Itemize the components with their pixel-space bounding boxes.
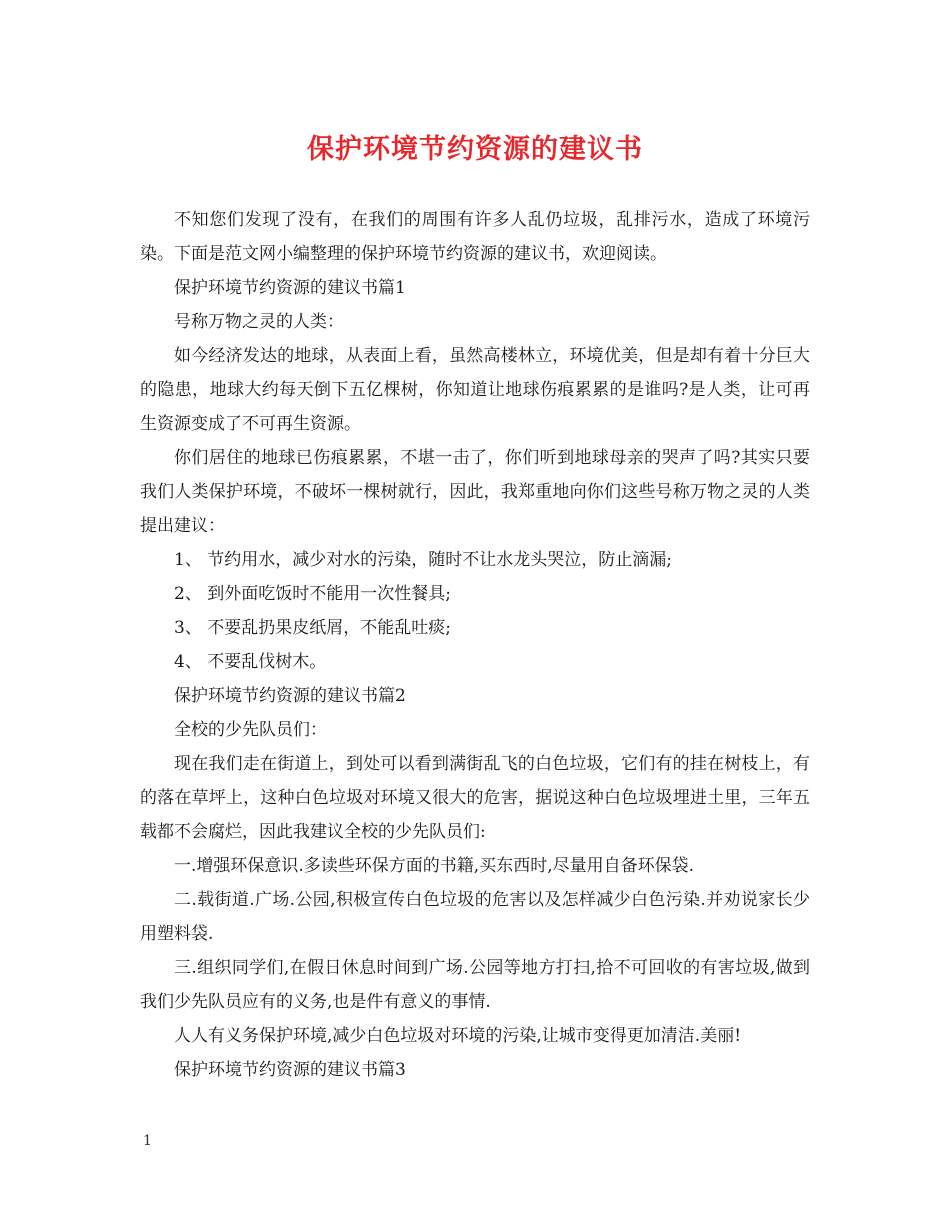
paragraph: 你们居住的地球已伤痕累累，不堪一击了，你们听到地球母亲的哭声了吗?其实只要我们人类保护环境，不破坏一棵树就行，因此，我郑重地向你们这些号称万物之灵的人类提出建议： [140, 448, 810, 536]
paragraph: 现在我们走在街道上，到处可以看到满街乱飞的白色垃圾，它们有的挂在树枝上，有的落在草坪上，这种白色垃圾对环境又很大的危害，据说这种白色垃圾埋进土里，三年五载都不会腐烂，因此我建议全校的少先队员们: [140, 754, 810, 842]
list-item: 3、 不要乱扔果皮纸屑，不能乱吐痰; [174, 618, 451, 638]
list-item: 2、 到外面吃饭时不能用一次性餐具; [174, 584, 451, 604]
section-heading-1: 保护环境节约资源的建议书篇1 [174, 278, 406, 298]
list-item: 4、 不要乱伐树木。 [174, 652, 327, 672]
paragraph-intro: 不知您们发现了没有，在我们的周围有许多人乱仍垃圾，乱排污水，造成了环境污染。下面是范文网小编整理的保护环境节约资源的建议书，欢迎阅读。 [140, 210, 810, 264]
section-heading-3: 保护环境节约资源的建议书篇3 [174, 1060, 406, 1080]
list-item: 三.组织同学们,在假日休息时间到广场.公园等地方打扫,拾不可回收的有害垃圾,做到我们少先队员应有的义务,也是件有意义的事情. [140, 958, 810, 1012]
paragraph: 如今经济发达的地球，从表面上看，虽然高楼林立，环境优美，但是却有着十分巨大的隐患，地球大约每天倒下五亿棵树，你知道让地球伤痕累累的是谁吗?是人类，让可再生资源变成了不可再生资源。 [140, 346, 810, 434]
salutation-2: 全校的少先队员们： [174, 720, 327, 740]
list-item: 二.载街道.广场.公园,积极宣传白色垃圾的危害以及怎样减少白色污染.并劝说家长少用塑料袋. [140, 890, 810, 944]
page-number: 1 [143, 1133, 152, 1149]
document-title: 保护环境节约资源的建议书 [307, 134, 643, 165]
section-heading-2: 保护环境节约资源的建议书篇2 [174, 686, 406, 706]
salutation-1: 号称万物之灵的人类： [174, 312, 344, 332]
list-item: 1、 节约用水，减少对水的污染，随时不让水龙头哭泣，防止滴漏; [174, 550, 672, 570]
paragraph: 人人有义务保护环境,减少白色垃圾对环境的污染,让城市变得更加清洁.美丽! [174, 1026, 742, 1046]
document-body [140, 203, 810, 1087]
list-item: 一.增强环保意识.多读些环保方面的书籍,买东西时,尽量用自备环保袋. [174, 856, 695, 876]
